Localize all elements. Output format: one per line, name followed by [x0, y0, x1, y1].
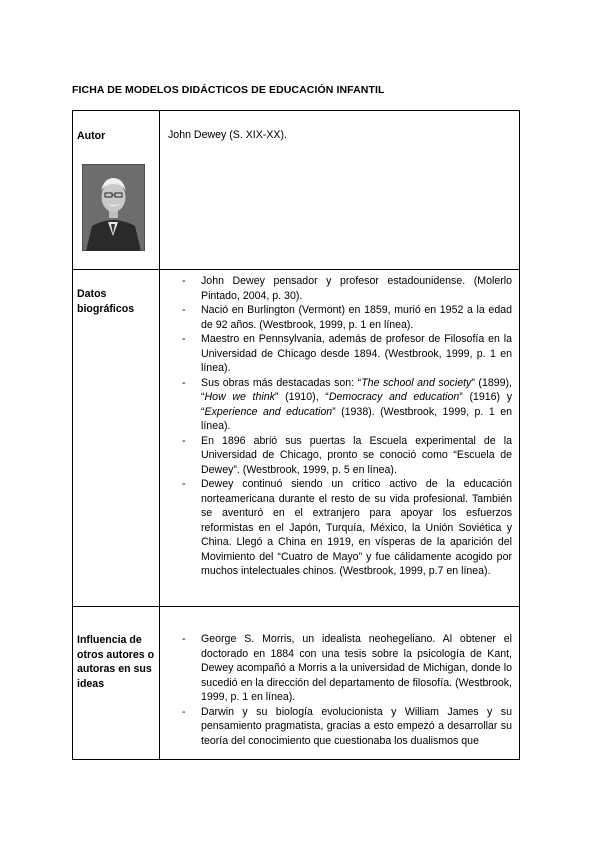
- book-title: Democracy and education: [328, 391, 460, 403]
- influencia-label-cell: [73, 607, 160, 760]
- datos-content-cell: [160, 270, 520, 607]
- book-title: The school and society: [361, 376, 472, 389]
- autor-content-cell: [160, 111, 520, 270]
- list-item: [160, 332, 512, 376]
- datos-label: Datos biográficos: [77, 288, 135, 315]
- list-item-obras: [160, 376, 512, 434]
- autor-label: Autor: [77, 130, 106, 142]
- list-item-text: ” (1910), “: [274, 391, 329, 403]
- influencia-label: Influencia de otros autores o autoras en sus ideas: [77, 634, 155, 690]
- influencia-list: [160, 607, 519, 748]
- list-item: [160, 274, 512, 303]
- list-item-text: Nació en Burlington (Vermont) en 1859, murió en 1952 a la edad de 92 años. (Westbrook, 1999, p. 1 en línea).: [201, 304, 512, 331]
- document-title: FICHA DE MODELOS DIDÁCTICOS DE EDUCACIÓN INFANTIL: [72, 84, 385, 96]
- list-item-text: Sus obras más destacadas son: “: [201, 376, 362, 389]
- list-item: [160, 434, 512, 478]
- datos-list: [160, 270, 519, 579]
- list-item-text: ” (1938). (Westbrook, 1999, p. 1 en línea).: [201, 405, 512, 432]
- list-item: [160, 477, 512, 579]
- row-influencia: [73, 607, 520, 760]
- row-autor: [73, 111, 520, 270]
- influencia-content-cell: [160, 607, 520, 760]
- list-item-text: ” (1916) y “: [201, 391, 513, 418]
- list-item-text: ” (1899), “: [201, 376, 512, 403]
- list-item: [160, 632, 512, 705]
- author-portrait-photo: [82, 164, 145, 251]
- portrait-illustration: [82, 164, 145, 251]
- autor-name: John Dewey (S. XIX-XX).: [168, 129, 287, 141]
- book-title: How we think: [204, 391, 275, 403]
- ficha-table: [72, 110, 520, 760]
- influencia-content: [160, 607, 519, 759]
- datos-label-cell: [73, 270, 160, 607]
- list-item-text: Darwin y su biología evolucionista y William James y su pensamiento pragmatista, gracias a esto empezó a desarrollar su teoría del conocimiento que cuestionaba los dualismos que: [201, 705, 512, 747]
- book-title: Experience and education: [204, 405, 333, 418]
- list-item-text: Maestro en Pennsylvania, además de profesor de Filosofía en la Universidad de Chicago desde 1894. (Westbrook, 1999, p. 1 en línea).: [201, 333, 512, 374]
- list-item-text: John Dewey pensador y profesor estadounidense. (Molerlo Pintado, 2004, p. 30).: [201, 275, 512, 302]
- list-item-text: Dewey continuó siendo un crítico activo de la educación norteamericana durante el resto de su vida profesional. También se aventuró en el extranjero para apoyar los esfuerzos reformistas en el Japón, Turquía, México, la Unión Soviética y China. Llegó a China en 1919, en vísperas de la aparición del Movimiento del “Cuatro de Mayo” y fue cálidamente acogido por muchos intelectuales chinos. (Westbrook, 1999, p.7 en línea).: [201, 478, 512, 577]
- list-item-text: En 1896 abrió sus puertas la Escuela experimental de la Universidad de Chicago, pronto se conoció como “Escuela de Dewey”. (Westbrook, 1999, p. 5 en línea).: [201, 434, 512, 476]
- autor-label-cell: [73, 111, 160, 270]
- list-item-text: George S. Morris, un idealista neohegeliano. Al obtener el doctorado en 1884 con una tesis sobre la psicología de Kant, Dewey acompañó a Morris a la universidad de Michigan, donde lo sucedió en la dirección del departamento de filosofía. (Westbrook, 1999, p. 1 en línea).: [201, 633, 512, 703]
- list-item: [160, 705, 512, 749]
- list-item: [160, 303, 512, 332]
- row-datos-biograficos: [73, 270, 520, 607]
